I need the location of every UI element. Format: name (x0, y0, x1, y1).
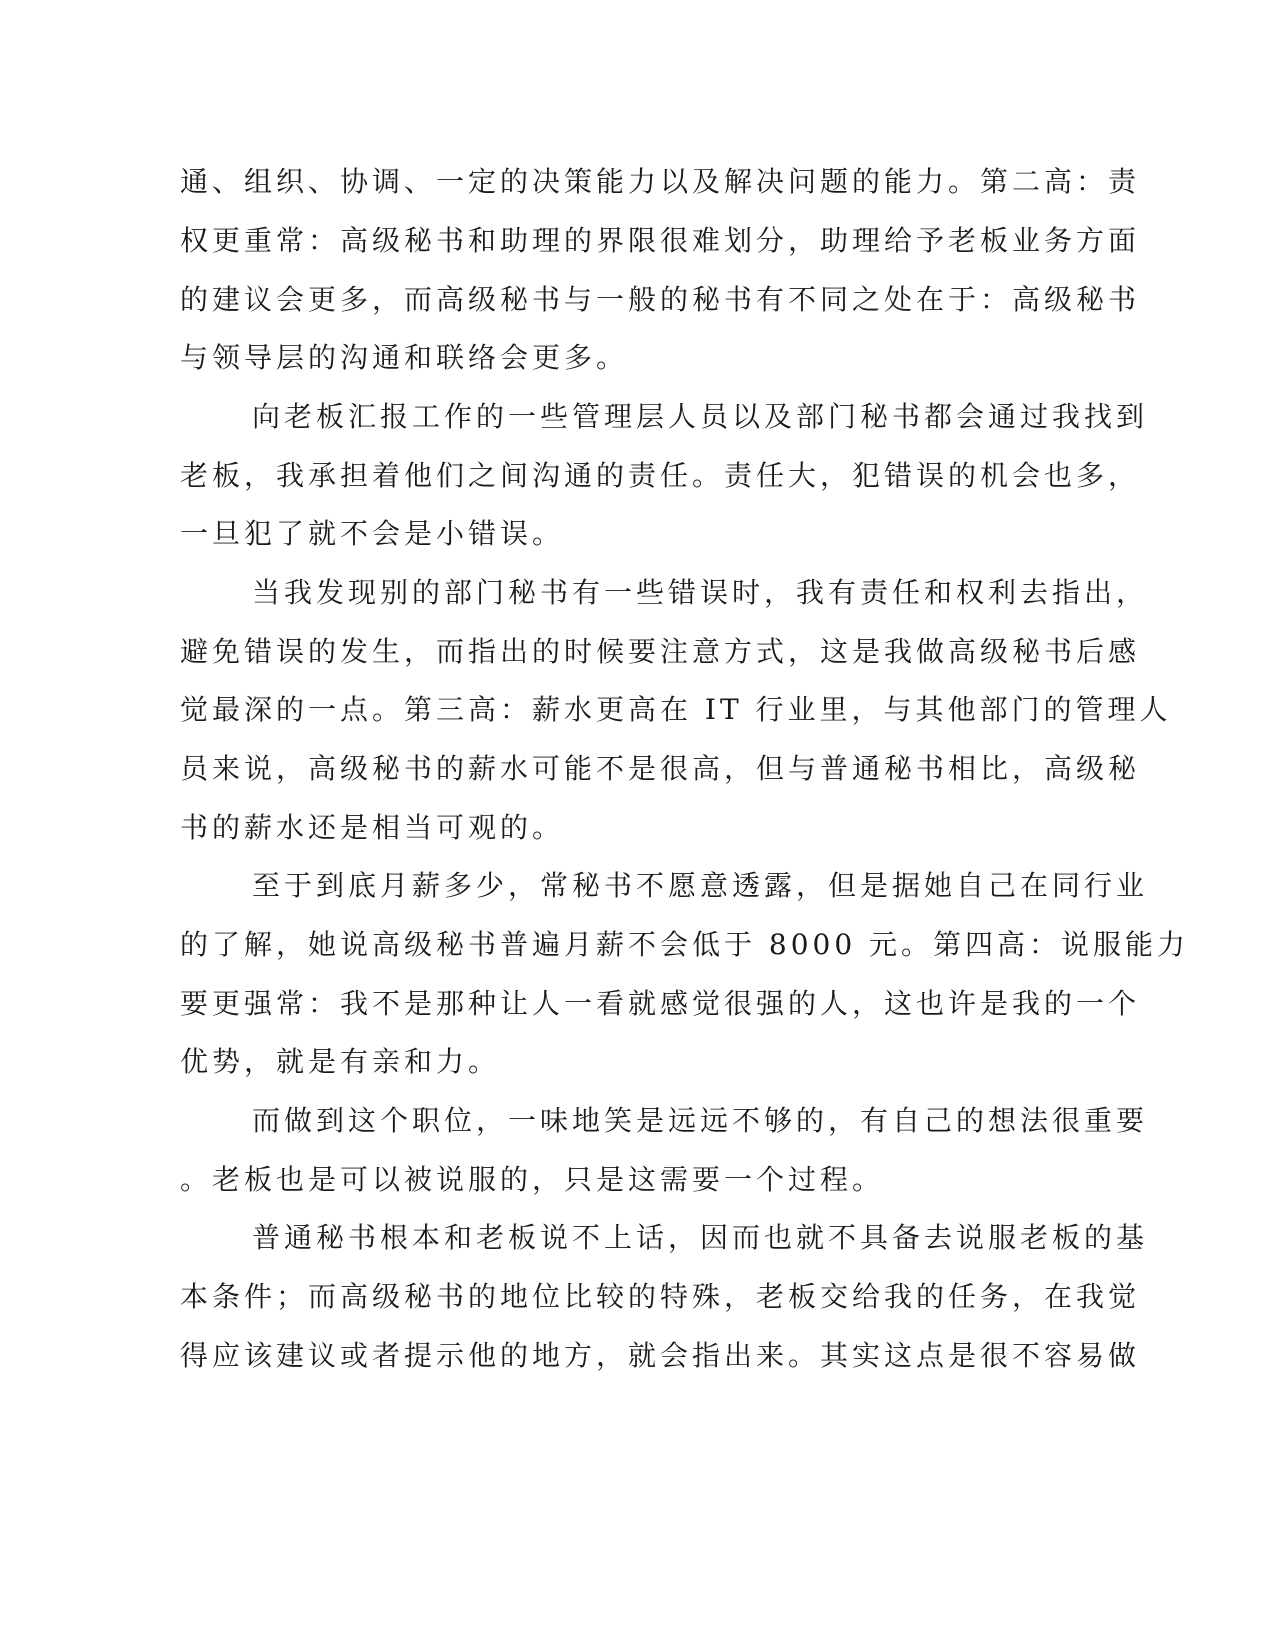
text-line: 优势，就是有亲和力。 (180, 1045, 501, 1078)
text-line: 员来说，高级秘书的薪水可能不是很高，但与普通秘书相比，高级秘 (180, 752, 1141, 785)
text-line: 当我发现别的部门秘书有一些错误时，我有责任和权利去指出， (252, 576, 1149, 609)
text-line: 而做到这个职位，一味地笑是远远不够的，有自己的想法很重要 (252, 1104, 1149, 1137)
text-line: 书的薪水还是相当可观的。 (180, 811, 565, 844)
text-line: 避免错误的发生，而指出的时候要注意方式，这是我做高级秘书后感 (180, 635, 1141, 668)
text-line: 本条件；而高级秘书的地位比较的特殊，老板交给我的任务，在我觉 (180, 1280, 1141, 1313)
text-line: 权更重常：高级秘书和助理的界限很难划分，助理给予老板业务方面 (180, 224, 1141, 257)
text-line: 向老板汇报工作的一些管理层人员以及部门秘书都会通过我找到 (252, 400, 1149, 433)
text-line: 。老板也是可以被说服的，只是这需要一个过程。 (180, 1163, 885, 1196)
text-line: 觉最深的一点。第三高：薪水更高在 IT 行业里，与其他部门的管理人 (180, 693, 1172, 726)
text-line: 要更强常：我不是那种让人一看就感觉很强的人，这也许是我的一个 (180, 987, 1141, 1020)
text-line: 普通秘书根本和老板说不上话，因而也就不具备去说服老板的基 (252, 1221, 1149, 1254)
text-line: 一旦犯了就不会是小错误。 (180, 517, 565, 550)
text-line: 得应该建议或者提示他的地方，就会指出来。其实这点是很不容易做 (180, 1339, 1141, 1372)
text-line: 至于到底月薪多少，常秘书不愿意透露，但是据她自己在同行业 (252, 869, 1149, 902)
text-line: 的了解，她说高级秘书普遍月薪不会低于 8000 元。第四高：说服能力 (180, 928, 1190, 961)
text-line: 与领导层的沟通和联络会更多。 (180, 341, 629, 374)
text-line: 通、组织、协调、一定的决策能力以及解决问题的能力。第二高：责 (180, 165, 1141, 198)
text-line: 老板，我承担着他们之间沟通的责任。责任大，犯错误的机会也多， (180, 459, 1141, 492)
text-line: 的建议会更多，而高级秘书与一般的秘书有不同之处在于：高级秘书 (180, 283, 1141, 316)
